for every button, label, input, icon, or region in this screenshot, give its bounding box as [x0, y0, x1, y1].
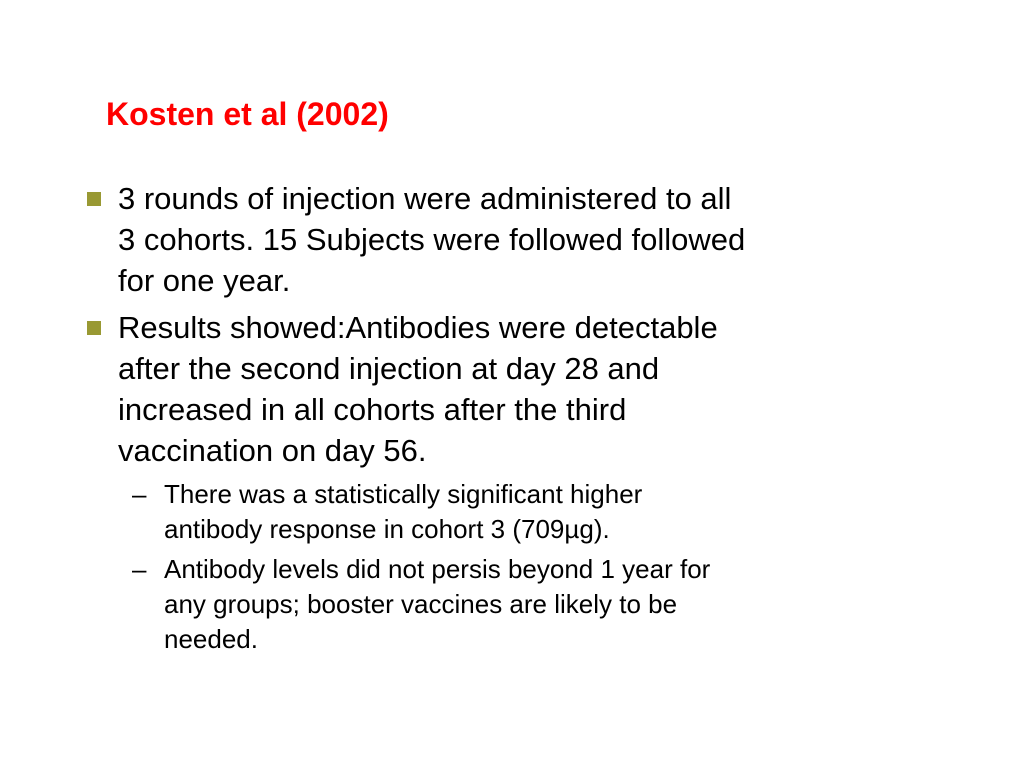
- sub-bullet-line: antibody response in cohort 3 (709µg).: [164, 514, 610, 544]
- bullet-line: for one year.: [118, 263, 291, 298]
- square-bullet-icon: [87, 321, 101, 335]
- sub-bullet-line: Antibody levels did not persis beyond 1 year for: [164, 554, 711, 584]
- dash-bullet-icon: –: [132, 554, 147, 584]
- bullet-line: Results showed:Antibodies were detectable: [118, 310, 718, 345]
- sub-bullet-significance: [80, 477, 940, 547]
- sub-bullet-line: needed.: [164, 624, 258, 654]
- bullet-point-results: [80, 307, 940, 471]
- dash-bullet-icon: –: [132, 479, 147, 509]
- bullet-line: vaccination on day 56.: [118, 433, 427, 468]
- bullet-point-injection-rounds: [80, 178, 940, 301]
- bullet-line: increased in all cohorts after the third: [118, 392, 627, 427]
- bullet-line: 3 cohorts. 15 Subjects were followed followed: [118, 222, 746, 257]
- slide-title: Kosten et al (2002): [106, 96, 389, 132]
- sub-bullet-antibody-levels: [80, 552, 940, 657]
- bullet-line: after the second injection at day 28 and: [118, 351, 660, 386]
- slide-body: [80, 178, 940, 662]
- bullet-line: 3 rounds of injection were administered to all: [118, 181, 732, 216]
- sub-bullet-line: any groups; booster vaccines are likely to be: [164, 589, 678, 619]
- square-bullet-icon: [87, 192, 101, 206]
- sub-bullet-line: There was a statistically significant higher: [164, 479, 643, 509]
